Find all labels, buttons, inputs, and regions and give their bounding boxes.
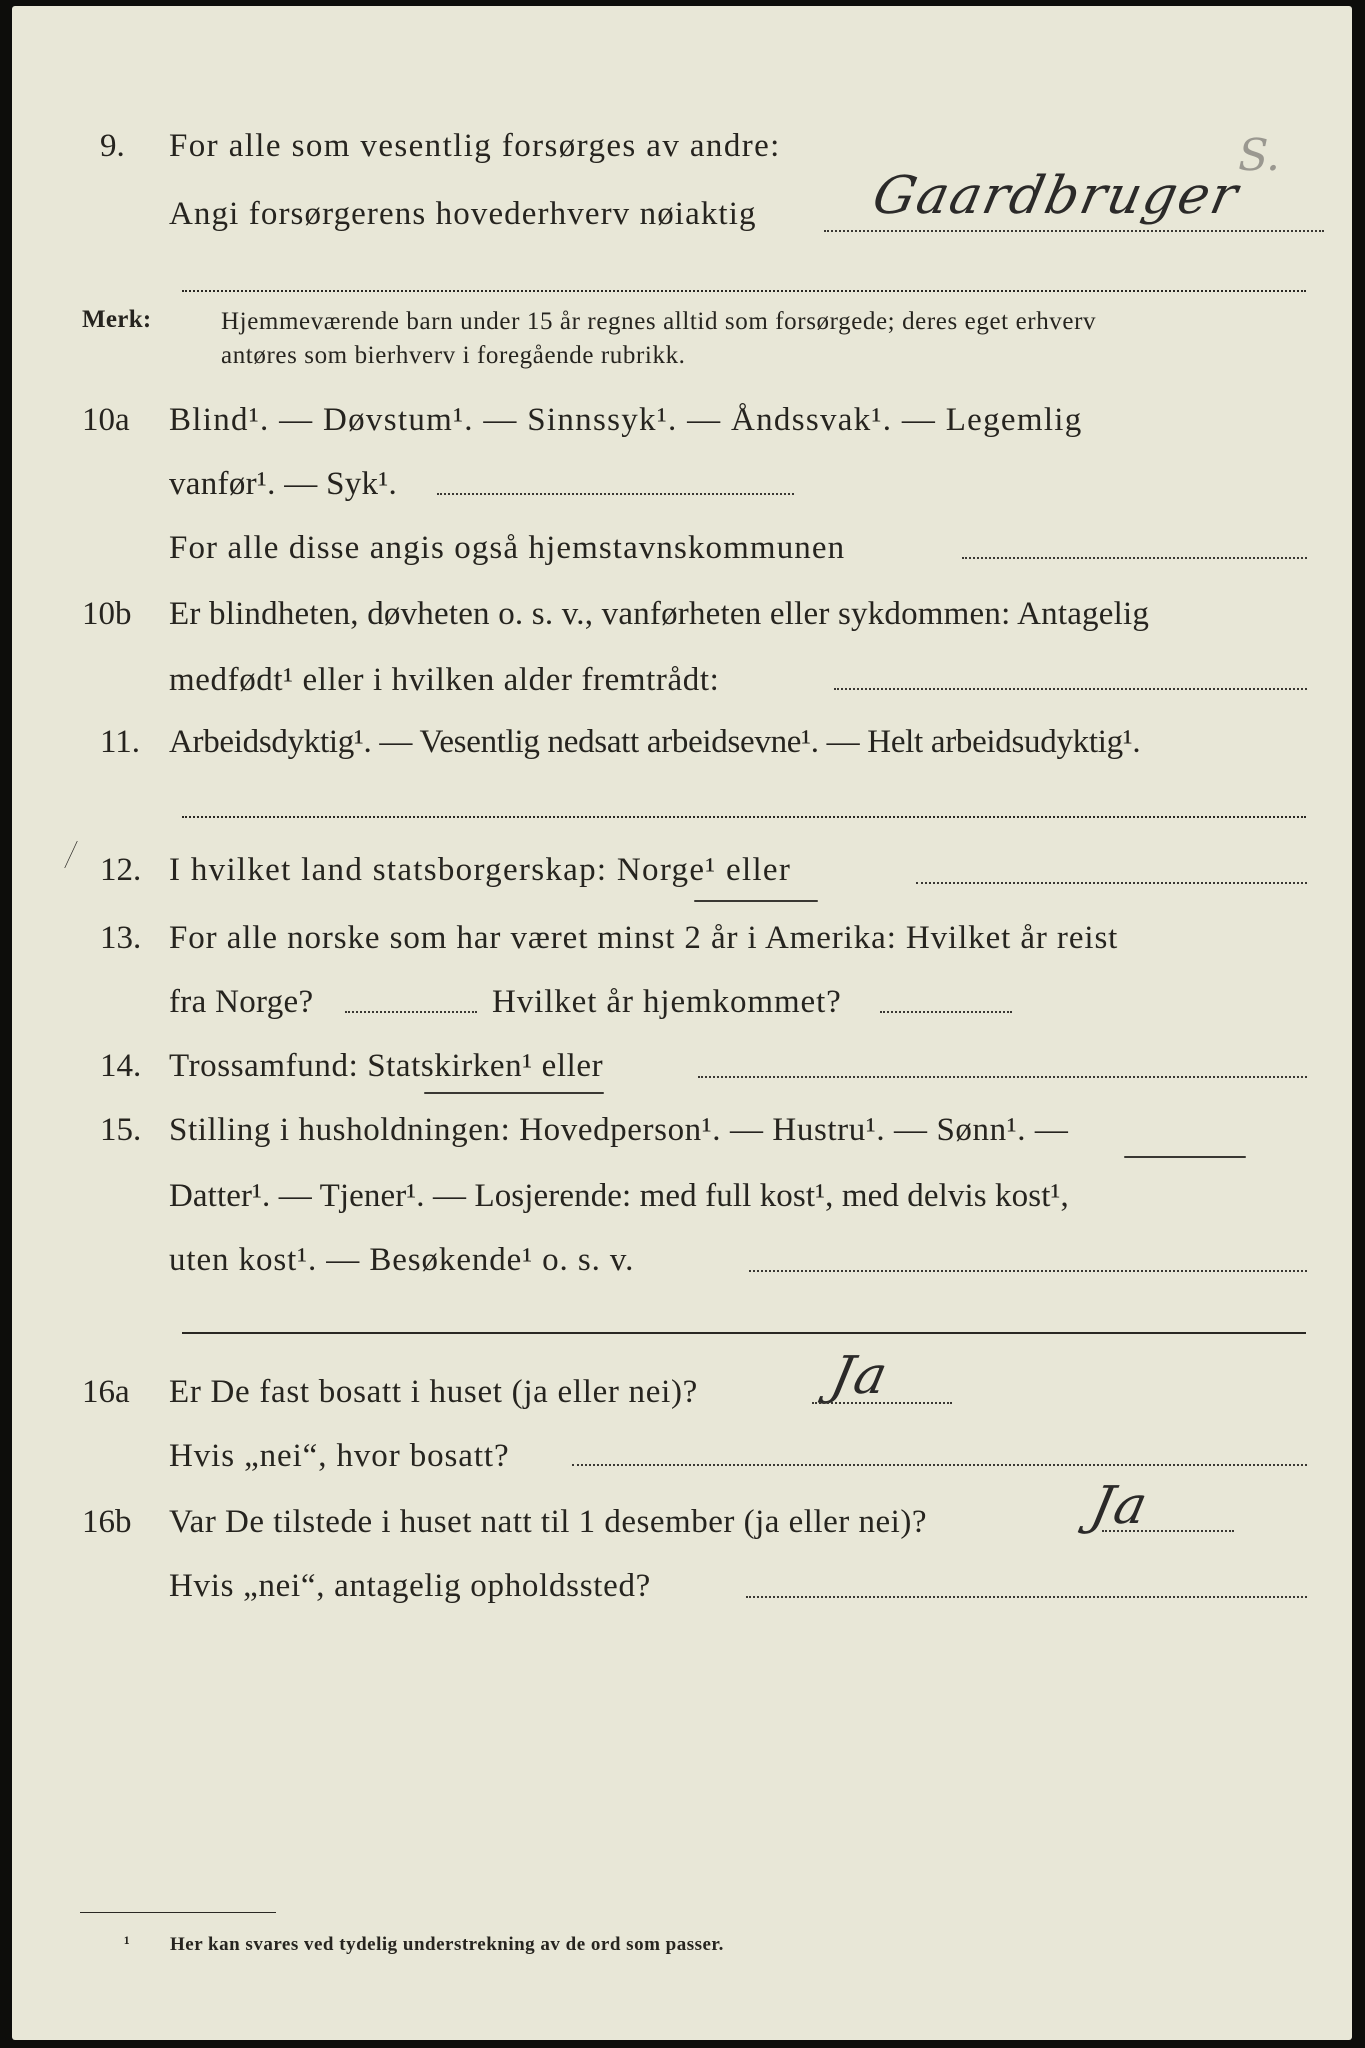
item-16a-line-2: Hvis „nei“, hvor bosatt? [169, 1438, 510, 1474]
item-15-sonn-underline[interactable] [1124, 1156, 1246, 1158]
item-10a-line-2: vanfør¹. — Syk¹. [169, 466, 398, 502]
item-9-line-1: For alle som vesentlig forsørges av andre: [169, 128, 781, 164]
item-12-number: 12. [100, 852, 142, 888]
census-form-page [12, 6, 1352, 2040]
item-14-answer-line [698, 1076, 1307, 1078]
merk-line-2: antøres som bierhverv i foregående rubrikk. [221, 342, 686, 369]
item-10a-hjemstavn-line [962, 557, 1307, 559]
item-15-number: 15. [100, 1112, 142, 1148]
footnote-divider [80, 1912, 276, 1913]
item-9-answer-line [824, 230, 1324, 232]
item-16a-number: 16a [82, 1374, 130, 1410]
item-10a-line-1: Blind¹. — Døvstum¹. — Sinnssyk¹. — Åndssvak¹. — Legemlig [169, 402, 1083, 438]
item-16b-line-2: Hvis „nei“, antagelig opholdssted? [169, 1568, 652, 1604]
item-16a-line-1: Er De fast bosatt i huset (ja eller nei)? [169, 1374, 699, 1410]
item-13-line-2: fra Norge? [169, 984, 314, 1020]
item-10b-number: 10b [82, 596, 132, 632]
item-13-line-3: Hvilket år hjemkommet? [492, 984, 842, 1020]
item-15-line-2: Datter¹. — Tjener¹. — Losjerende: med full kost¹, med delvis kost¹, [169, 1178, 1069, 1214]
section-divider-3 [182, 1332, 1306, 1334]
item-10a-line-3: For alle disse angis også hjemstavnskommunen [169, 530, 846, 566]
item-12-norge-underline[interactable] [694, 900, 818, 902]
item-11-line-1: Arbeidsdyktig¹. — Vesentlig nedsatt arbeidsevne¹. — Helt arbeidsudyktig¹. [169, 724, 1141, 760]
item-16b-line-1: Var De tilstede i huset natt til 1 desember (ja eller nei)? [169, 1504, 927, 1540]
merk-label: Merk: [82, 306, 152, 333]
footnote-text: Her kan svares ved tydelig understrekning av de ord som passer. [170, 1934, 724, 1955]
item-14-statskirken-underline[interactable] [424, 1092, 604, 1094]
item-13-reist-line [345, 1011, 477, 1013]
item-10b-line-2: medfødt¹ eller i hvilken alder fremtrådt: [169, 662, 720, 698]
item-12-answer-line [916, 882, 1307, 884]
item-10b-line-1: Er blindheten, døvheten o. s. v., vanførheten eller sykdommen: Antagelig [169, 596, 1150, 632]
item-9-number: 9. [100, 128, 125, 164]
item-10b-answer-line [834, 688, 1307, 690]
item-15-line-3: uten kost¹. — Besøkende¹ o. s. v. [169, 1242, 635, 1278]
handwritten-corner-mark: S. [1232, 130, 1290, 181]
item-10a-number: 10a [82, 402, 130, 438]
item-16a-bosatt-line [572, 1464, 1307, 1466]
item-16b-number: 16b [82, 1504, 132, 1540]
item-12-line-1: I hvilket land statsborgerskap: Norge¹ eller [169, 852, 792, 888]
item-13-number: 13. [100, 920, 142, 956]
item-9-line-2: Angi forsørgerens hovederhverv nøiaktig [169, 196, 757, 232]
item-16a-handwritten-answer[interactable]: Ja [825, 1346, 895, 1406]
section-divider-2 [182, 816, 1306, 818]
item-13-line-1: For alle norske som har været minst 2 år i Amerika: Hvilket år reist [169, 920, 1119, 956]
item-13-hjemkommet-line [880, 1011, 1012, 1013]
item-14-line-1: Trossamfund: Statskirken¹ eller [169, 1048, 604, 1084]
item-16b-handwritten-answer[interactable]: Ja [1085, 1476, 1155, 1536]
item-16a-answer-line [812, 1402, 952, 1404]
item-16b-answer-line [1102, 1530, 1234, 1532]
merk-line-1: Hjemmeværende barn under 15 år regnes alltid som forsørgede; deres eget erhverv [221, 308, 1097, 335]
item-16b-opholdssted-line [746, 1596, 1307, 1598]
footnote-mark: ¹ [124, 1933, 131, 1954]
section-divider-1 [182, 290, 1306, 292]
item-10a-syk-line [437, 493, 794, 495]
margin-pencil-mark [64, 841, 78, 869]
item-14-number: 14. [100, 1048, 142, 1084]
item-9-handwritten-answer[interactable]: Gaardbruger [867, 166, 1245, 226]
item-15-line-1: Stilling i husholdningen: Hovedperson¹. — Hustru¹. — Sønn¹. — [169, 1112, 1069, 1148]
item-11-number: 11. [100, 724, 141, 760]
item-15-answer-line [749, 1270, 1307, 1272]
